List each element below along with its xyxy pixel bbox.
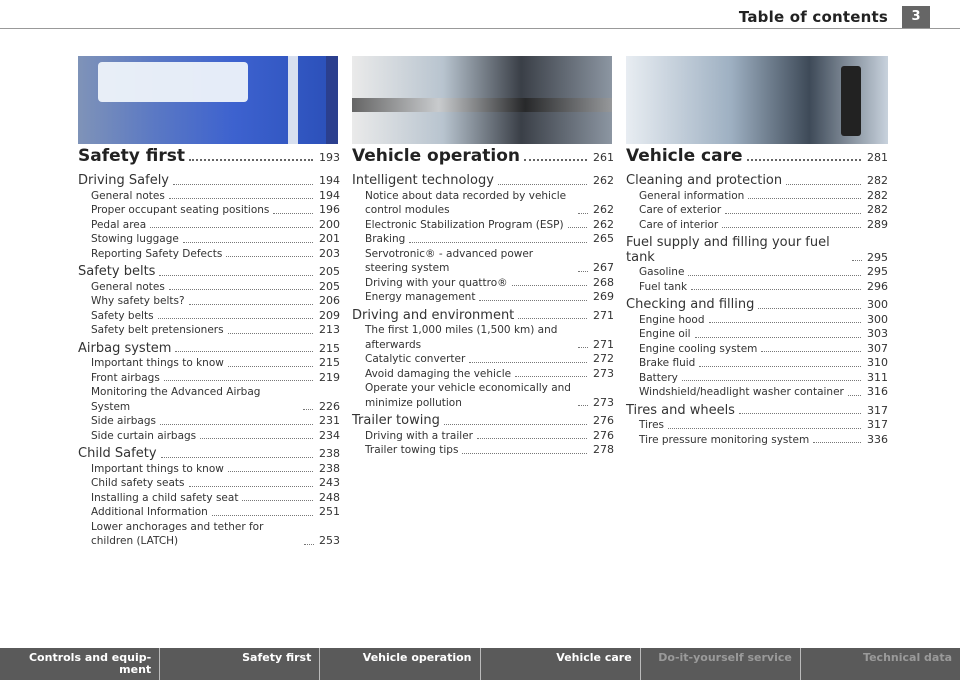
page-ref: 253 [319,534,340,547]
entry-text: Installing a child safety seat [91,491,239,504]
dot-leader [273,213,313,214]
page-ref: 317 [867,403,888,417]
page-ref: 267 [593,261,614,274]
toc-subentry[interactable] [352,218,614,233]
toc-subentry[interactable] [352,381,614,410]
tab-technical-data[interactable]: Technical data [863,651,953,664]
dot-leader [444,424,587,425]
dot-leader [786,184,861,185]
toc-subentry[interactable] [626,433,888,448]
page-ref: 262 [593,217,614,231]
entry-text: Why safety belts? [91,295,185,307]
page-ref: 203 [319,246,340,260]
dot-leader [242,500,313,501]
dot-leader [578,213,588,214]
page-ref: 271 [593,308,614,322]
page-ref: 196 [319,203,340,216]
entry-text: Pedal area [91,218,147,231]
page-ref: 205 [319,265,340,278]
page-ref: 238 [319,447,340,460]
toc-heading-entry[interactable] [626,404,888,419]
entry-text: Battery [639,371,678,384]
dot-leader [515,376,587,377]
page-ref: 206 [319,294,340,307]
dot-leader [518,318,587,319]
dot-leader [228,333,313,334]
page-ref: 300 [867,312,888,326]
dot-leader [479,300,587,301]
section-title-text: Safety first [78,146,185,166]
entry-text: Checking and filling [626,297,755,312]
page-ref: 251 [319,505,340,518]
dot-leader [699,366,861,367]
dot-leader [228,471,313,472]
tab-do-it-yourself-service[interactable]: Do-it-yourself service [641,648,801,680]
page-ref: 307 [867,341,888,355]
toc-subentry[interactable] [626,313,888,328]
entry-text: Trailer towing [352,413,440,428]
toc-subentry[interactable] [626,327,888,342]
page-ref: 262 [593,174,614,187]
dot-leader [228,366,313,367]
dot-leader [747,159,861,161]
dot-leader [568,227,587,228]
toc-subentry[interactable] [352,323,614,352]
page-ref: 248 [319,490,340,504]
entry-text: Tire pressure monitoring system [639,433,810,446]
toc-subentry[interactable] [626,342,888,357]
toc-subentry[interactable] [78,462,340,477]
entry-text: Fuel supply and filling your fuel tank [626,235,830,265]
entry-text: Stowing luggage [91,233,179,245]
page-ref: 262 [593,203,614,216]
entry-text: Engine hood [639,313,705,326]
dot-leader [169,198,313,199]
dot-leader [409,242,587,243]
section-title[interactable] [78,146,340,166]
page-title: Table of contents [738,8,888,26]
dot-leader [748,198,861,199]
entry-text: Care of exterior [639,204,722,216]
entry-text: Safety belts [78,264,156,279]
entry-text: Side airbags [91,415,156,427]
entry-text: Notice about data recorded by vehicle control modules [365,189,567,216]
toc-heading-entry[interactable] [78,265,340,280]
toc-subentry[interactable] [626,203,888,218]
tab-safety-first[interactable]: Safety first [160,648,320,680]
dot-leader [668,428,861,429]
toc-subentry[interactable] [78,429,340,444]
dot-leader [512,285,587,286]
toc-subentry[interactable] [352,290,614,305]
toc-subentry[interactable] [78,476,340,491]
tab-vehicle-care[interactable]: Vehicle care [481,648,641,680]
vehicle-operation-photo [352,56,612,144]
page-ref: 289 [867,217,888,231]
page-ref: 231 [319,414,340,427]
page-ref: 271 [593,337,614,351]
entry-text: Fuel tank [639,280,688,293]
page-ref: 311 [867,370,888,384]
entry-text: The first 1,000 miles (1,500 km) and afterwards [365,324,558,351]
page-ref: 316 [867,385,888,398]
entry-text: Catalytic converter [365,353,466,365]
dot-leader [813,442,861,443]
entry-text: Safety belts [91,309,154,322]
page-ref: 282 [867,188,888,202]
toc-subentry[interactable] [78,491,340,506]
toc-subentry[interactable] [626,280,888,295]
page-ref: 193 [319,151,340,164]
page-ref: 226 [319,399,340,413]
toc-subentry[interactable] [626,189,888,204]
toc-subentry[interactable] [78,323,340,338]
toc-heading-entry[interactable] [626,236,888,265]
toc-subentry[interactable] [352,189,614,218]
toc-subentry[interactable] [626,356,888,371]
dot-leader [682,380,861,381]
page-ref: 194 [319,188,340,202]
entry-text: Electronic Stabilization Program (ESP) [365,218,564,231]
toc-subentry[interactable] [78,280,340,295]
toc-subentry[interactable] [78,520,340,549]
page-ref: 300 [867,298,888,311]
entry-text: Safety belt pretensioners [91,324,224,336]
dot-leader [304,544,314,545]
toc-column-vehicle-operation [352,146,614,458]
page-ref: 276 [593,414,614,427]
page-ref: 282 [867,203,888,216]
page-ref: 276 [593,428,614,442]
toc-subentry[interactable] [78,371,340,386]
toc-subentry[interactable] [352,352,614,367]
toc-column-safety-first [78,146,340,549]
entry-text: Cleaning and protection [626,173,783,188]
entry-text: Monitoring the Advanced Airbag System [91,386,261,413]
page-ref: 336 [867,432,888,446]
page-ref: 296 [867,279,888,293]
dot-leader [212,515,313,516]
entry-text: Proper occupant seating positions [91,204,270,216]
dot-leader [498,184,587,185]
page-ref: 310 [867,356,888,369]
entry-text: Driving with your quattro® [365,276,508,289]
dot-leader [578,271,588,272]
dot-leader [852,260,862,261]
entry-text: Reporting Safety Defects [91,247,223,260]
toc-subentry[interactable] [352,367,614,382]
toc-subentry[interactable] [78,385,340,414]
toc-column-vehicle-care [626,146,888,447]
dot-leader [761,351,861,352]
toc-heading-entry[interactable] [626,174,888,189]
dot-leader [578,405,588,406]
page-ref: 317 [867,418,888,431]
toc-heading-entry[interactable] [626,298,888,313]
page-ref: 281 [867,151,888,164]
page-ref: 295 [867,265,888,278]
page-ref: 209 [319,308,340,322]
entry-text: Servotronic® - advanced power steering system [365,247,534,274]
vehicle-care-photo [626,56,888,144]
toc-subentry[interactable] [352,232,614,247]
dot-leader [175,351,313,352]
dot-leader [303,409,313,410]
toc-subentry[interactable] [78,309,340,324]
toc-subentry[interactable] [78,189,340,204]
page-ref: 200 [319,217,340,231]
dot-leader [462,453,587,454]
entry-text: General information [639,189,745,202]
page-ref: 219 [319,370,340,384]
dot-leader [688,275,861,276]
page-ref: 269 [593,290,614,303]
photo-stripe [352,98,612,112]
entry-text: Tires and wheels [626,402,735,418]
page-ref: 234 [319,428,340,442]
entry-text: Engine cooling system [639,342,758,355]
entry-text: Braking [365,233,406,245]
dot-leader [722,227,861,228]
page-ref: 238 [319,461,340,475]
entry-text: Lower anchorages and tether for children (LATCH) [91,520,264,547]
entry-text: Engine oil [639,328,691,340]
tab-controls-and-equipment[interactable]: Controls and equip- ment [0,648,160,680]
entry-text: Windshield/headlight washer container [639,386,844,398]
toc-heading-entry[interactable] [78,342,340,357]
entry-text: Driving with a trailer [365,429,473,442]
toc-heading-entry[interactable] [352,414,614,429]
photo-pillar [326,56,338,144]
page-ref: 272 [593,352,614,365]
toc-subentry[interactable] [352,429,614,444]
toc-subentry[interactable] [626,218,888,233]
safety-first-photo [78,56,338,144]
entry-text: Gasoline [639,266,685,278]
dot-leader [160,424,313,425]
page-ref: 201 [319,232,340,245]
dot-leader [695,337,861,338]
dot-leader [158,318,313,319]
toc-subentry[interactable] [352,247,614,276]
entry-text: Avoid damaging the vehicle [365,367,512,380]
dot-leader [189,304,313,305]
entry-text: Tires [639,419,665,431]
page-ref: 213 [319,323,340,336]
dot-leader [173,184,313,185]
page-ref: 215 [319,341,340,355]
dot-leader [469,362,587,363]
entry-text: Side curtain airbags [91,429,197,442]
dot-leader [150,227,313,228]
page-ref: 243 [319,476,340,489]
toc-subentry[interactable] [78,414,340,429]
entry-text: Front airbags [91,371,160,384]
entry-text: Child Safety [78,446,157,461]
dot-leader [524,159,587,161]
toc-heading-entry[interactable] [352,174,614,189]
dot-leader [164,380,313,381]
dot-leader [848,395,861,396]
section-title-text: Vehicle operation [352,146,521,166]
page-ref: 282 [867,174,888,187]
toc-subentry[interactable] [626,371,888,386]
dot-leader [183,242,313,243]
dot-leader [691,289,861,290]
toc-subentry[interactable] [78,218,340,233]
toc-subentry[interactable] [78,232,340,247]
page-ref: 303 [867,327,888,340]
dot-leader [739,413,861,414]
page-ref: 273 [593,395,614,409]
toc-subentry[interactable] [626,418,888,433]
page-ref: 205 [319,279,340,293]
photo-spray-can [841,66,861,136]
toc-subentry[interactable] [78,203,340,218]
section-title-text: Vehicle care [626,146,743,166]
entry-text: Driving Safely [78,173,169,188]
toc-subentry[interactable] [78,247,340,262]
dot-leader [189,159,313,161]
page-ref: 215 [319,356,340,369]
entry-text: Airbag system [78,340,172,356]
dot-leader [161,457,313,458]
dot-leader [226,256,313,257]
entry-text: Care of interior [639,218,719,231]
page-ref: 261 [593,151,614,164]
toc-heading-entry[interactable] [352,309,614,324]
photo-pillar [288,56,298,144]
header-divider [0,28,960,29]
chapter-tab-bar [0,648,960,680]
dot-leader [709,322,862,323]
dot-leader [200,438,313,439]
page-ref: 194 [319,174,340,187]
entry-text: Operate your vehicle economically and minimize pollution [365,382,571,409]
dot-leader [169,289,313,290]
section-title[interactable] [352,146,614,166]
entry-text: Additional Information [91,506,208,518]
toc-subentry[interactable] [78,505,340,520]
entry-text: Intelligent technology [352,173,494,188]
dot-leader [758,308,861,309]
tab-vehicle-operation[interactable]: Vehicle operation [320,648,480,680]
toc-subentry[interactable] [78,356,340,371]
dot-leader [725,213,861,214]
dot-leader [159,275,313,276]
entry-text: Energy management [365,291,476,303]
toc-heading-entry[interactable] [78,174,340,189]
entry-text: Child safety seats [91,477,185,489]
page-ref: 265 [593,232,614,245]
entry-text: Driving and environment [352,307,515,323]
entry-text: General notes [91,189,165,202]
toc-subentry[interactable] [626,265,888,280]
section-title[interactable] [626,146,888,166]
page-ref: 295 [867,250,888,264]
entry-text: Trailer towing tips [365,444,459,456]
entry-text: Important things to know [91,357,224,369]
toc-subentry[interactable] [626,385,888,400]
toc-subentry[interactable] [352,443,614,458]
toc-heading-entry[interactable] [78,447,340,462]
dot-leader [477,438,587,439]
page-ref: 273 [593,366,614,380]
photo-highlight [98,62,248,102]
page-number-badge: 3 [902,6,930,28]
toc-subentry[interactable] [352,276,614,291]
toc-subentry[interactable] [78,294,340,309]
page-ref: 268 [593,275,614,289]
entry-text: Brake fluid [639,357,696,369]
dot-leader [189,486,313,487]
entry-text: Important things to know [91,462,224,475]
entry-text: General notes [91,280,165,293]
page-ref: 278 [593,443,614,456]
dot-leader [578,347,588,348]
